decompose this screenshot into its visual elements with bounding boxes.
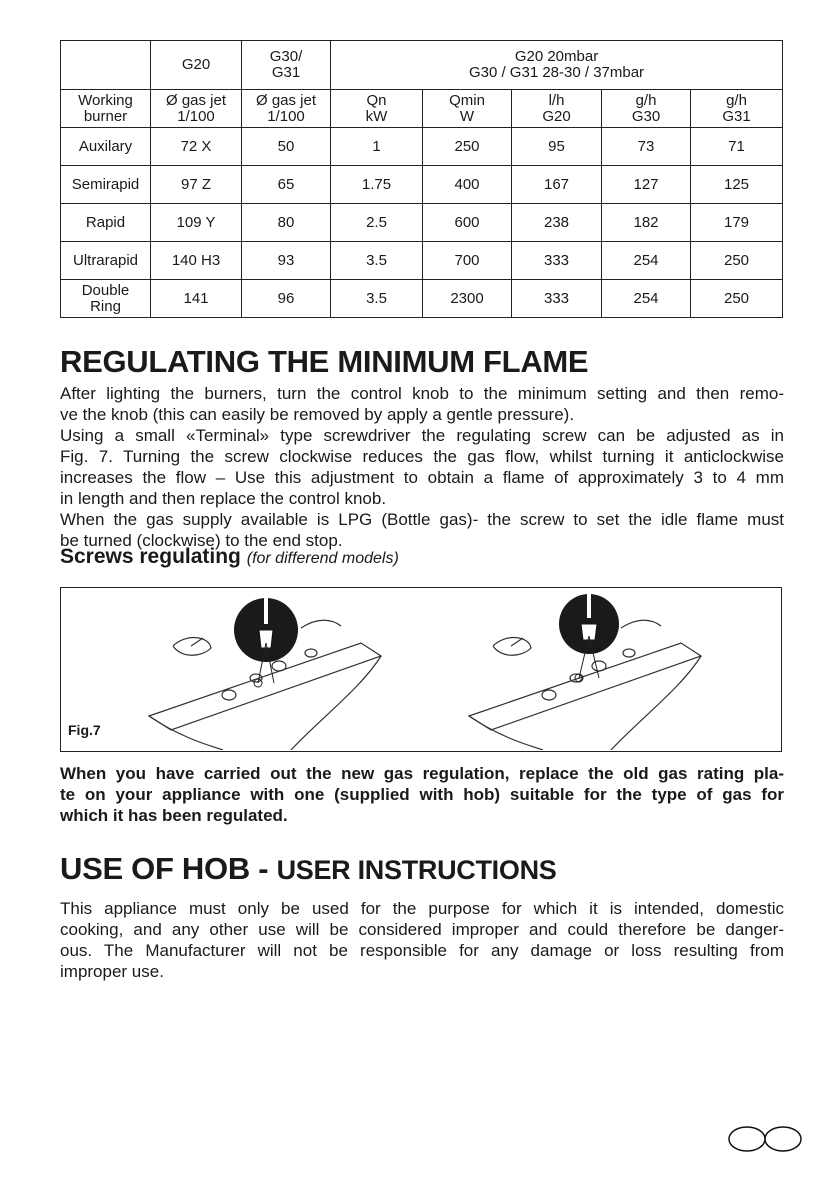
- text-line: Using a small «Terminal» type screwdriver the regulating screw can be adjusted as in: [60, 426, 784, 445]
- table-row: [61, 166, 783, 204]
- header-cell-line: g/h: [726, 91, 747, 109]
- header-gas-jet-g30: [242, 90, 331, 128]
- table-cell: 140 H3: [151, 242, 242, 280]
- table-cell: 254: [602, 242, 691, 280]
- burner-name-cell: Auxilary: [61, 128, 151, 166]
- header-cell-line: W: [459, 107, 475, 125]
- table-cell: 96: [242, 280, 331, 318]
- header-cell-line: Ø gas jet: [165, 91, 227, 109]
- table-cell: 2300: [423, 280, 512, 318]
- table-cell: 333: [512, 242, 602, 280]
- header-cell-line: burner: [83, 107, 128, 125]
- table-cell: 93: [242, 242, 331, 280]
- table-cell: 71: [691, 128, 783, 166]
- burner-name-cell: Semirapid: [61, 166, 151, 204]
- screws-heading-note: (for differend models): [246, 550, 399, 567]
- table-cell: 250: [423, 128, 512, 166]
- header-cell-line: G20: [542, 107, 571, 125]
- language-marker-icon: [727, 1125, 803, 1153]
- burner-name-cell: Ultrarapid: [61, 242, 151, 280]
- header-gh-g30: [602, 90, 691, 128]
- header-cell-line: 1/100: [177, 107, 215, 125]
- use-of-hob-paragraph: [60, 898, 784, 982]
- table-cell: 65: [242, 166, 331, 204]
- table-cell: 80: [242, 204, 331, 242]
- text-line: te on your appliance with one (supplied with hob) suitable for the type of gas for: [60, 785, 784, 804]
- gas-rating-warning: [60, 763, 784, 826]
- pressure-g30-g31: G30 / G31 28-30 / 37mbar: [468, 64, 645, 81]
- header-gh-g31: [691, 90, 783, 128]
- text-line: When the gas supply available is LPG (Bottle gas)- the screw to set the idle flame must: [60, 510, 784, 529]
- gas-jet-table: [60, 40, 783, 318]
- header-pressure: [331, 41, 783, 90]
- text-line: ve the knob (this can easily be removed by apply a gentle pressure).: [60, 405, 575, 424]
- header-cell-line: Ø gas jet: [255, 91, 317, 109]
- table-row: [61, 280, 783, 318]
- header-cell-line: Qn: [366, 91, 387, 109]
- table-cell: 182: [602, 204, 691, 242]
- table-cell: 600: [423, 204, 512, 242]
- table-cell: 2.5: [331, 204, 423, 242]
- table-cell: 127: [602, 166, 691, 204]
- header-cell-line: kW: [365, 107, 388, 125]
- table-cell: 3.5: [331, 242, 423, 280]
- header-cell-line: G31: [722, 107, 751, 125]
- section-title-minimum-flame: REGULATING THE MINIMUM FLAME: [60, 344, 589, 379]
- text-line: ous. The Manufacturer will not be responsible for any damage or loss resulting from: [60, 941, 784, 960]
- screws-heading-text: Screws regulating: [60, 545, 241, 568]
- figure-7-label: Fig.7: [68, 722, 101, 738]
- pressure-g20: G20 20mbar: [514, 48, 599, 65]
- table-row: [61, 204, 783, 242]
- text-line: increases the flow – Use this adjustment to obtain a flame of approximately 3 to 4 mm: [60, 468, 784, 487]
- table-row: [61, 128, 783, 166]
- burner-name-cell: Rapid: [61, 204, 151, 242]
- table-cell: 73: [602, 128, 691, 166]
- minimum-flame-paragraph: [60, 383, 784, 551]
- header-cell-line: g/h: [635, 91, 657, 109]
- header-cell-line: 1/100: [267, 107, 305, 125]
- header-g30-g31: [242, 41, 331, 90]
- table-cell: 97 Z: [151, 166, 242, 204]
- table-cell: 400: [423, 166, 512, 204]
- table-row: [61, 242, 783, 280]
- table-header-row-2: [61, 90, 783, 128]
- text-line: Fig. 7. Turning the screw clockwise reduces the gas flow, whilst turning it anticlockwise: [60, 447, 784, 466]
- table-cell: 141: [151, 280, 242, 318]
- table-cell: 250: [691, 242, 783, 280]
- header-qmin: [423, 90, 512, 128]
- table-body: [61, 128, 783, 318]
- screws-regulating-heading: [60, 545, 399, 569]
- table-cell: 1: [331, 128, 423, 166]
- table-cell: 50: [242, 128, 331, 166]
- header-cell-line: Qmin: [449, 91, 485, 109]
- screw-regulation-illustration: [61, 588, 781, 750]
- text-line: After lighting the burners, turn the control knob to the minimum setting and then remo-: [60, 384, 784, 403]
- cell-line: Ring: [90, 297, 121, 315]
- header-cell-line: Working: [78, 91, 133, 109]
- table-cell: 167: [512, 166, 602, 204]
- text-line: which it has been regulated.: [60, 806, 288, 825]
- table-cell: 333: [512, 280, 602, 318]
- table-cell: 3.5: [331, 280, 423, 318]
- header-g20: G20: [151, 41, 242, 90]
- header-lh-g20: [512, 90, 602, 128]
- header-gas-jet-g20: [151, 90, 242, 128]
- table-cell: 125: [691, 166, 783, 204]
- text-line: improper use.: [60, 962, 164, 981]
- table-cell: 72 X: [151, 128, 242, 166]
- text-line: This appliance must only be used for the purpose for which it is intended, domestic: [60, 899, 784, 918]
- cell-line: Double: [81, 281, 130, 299]
- section-title-use-of-hob: [60, 852, 556, 887]
- table-cell: 700: [423, 242, 512, 280]
- table-header-row-1: [61, 41, 783, 90]
- table-cell: 109 Y: [151, 204, 242, 242]
- figure-7-box: [60, 587, 782, 752]
- magnifier-right: [559, 594, 619, 682]
- title-main: USE OF HOB -: [60, 851, 277, 886]
- header-g30: G30/: [269, 48, 303, 65]
- empty-header-cell: [61, 41, 151, 90]
- table-cell: 250: [691, 280, 783, 318]
- header-g31: G31: [271, 64, 301, 81]
- table-cell: 238: [512, 204, 602, 242]
- table-cell: 254: [602, 280, 691, 318]
- text-line: be turned (clockwise) to the end stop.: [60, 531, 343, 550]
- header-cell-line: G30: [631, 107, 661, 125]
- table-cell: 95: [512, 128, 602, 166]
- table-cell: 1.75: [331, 166, 423, 204]
- title-sub: USER INSTRUCTIONS: [276, 855, 557, 885]
- header-qn: [331, 90, 423, 128]
- text-line: cooking, and any other use will be considered improper and could therefore be danger-: [60, 920, 784, 939]
- text-line: When you have carried out the new gas regulation, replace the old gas rating pla-: [60, 764, 784, 783]
- magnifier-left: [234, 596, 298, 687]
- burner-name-cell: [61, 280, 151, 318]
- header-cell-line: l/h: [548, 91, 565, 109]
- text-line: in length and then replace the control knob.: [60, 489, 387, 508]
- header-working-burner: [61, 90, 151, 128]
- table-cell: 179: [691, 204, 783, 242]
